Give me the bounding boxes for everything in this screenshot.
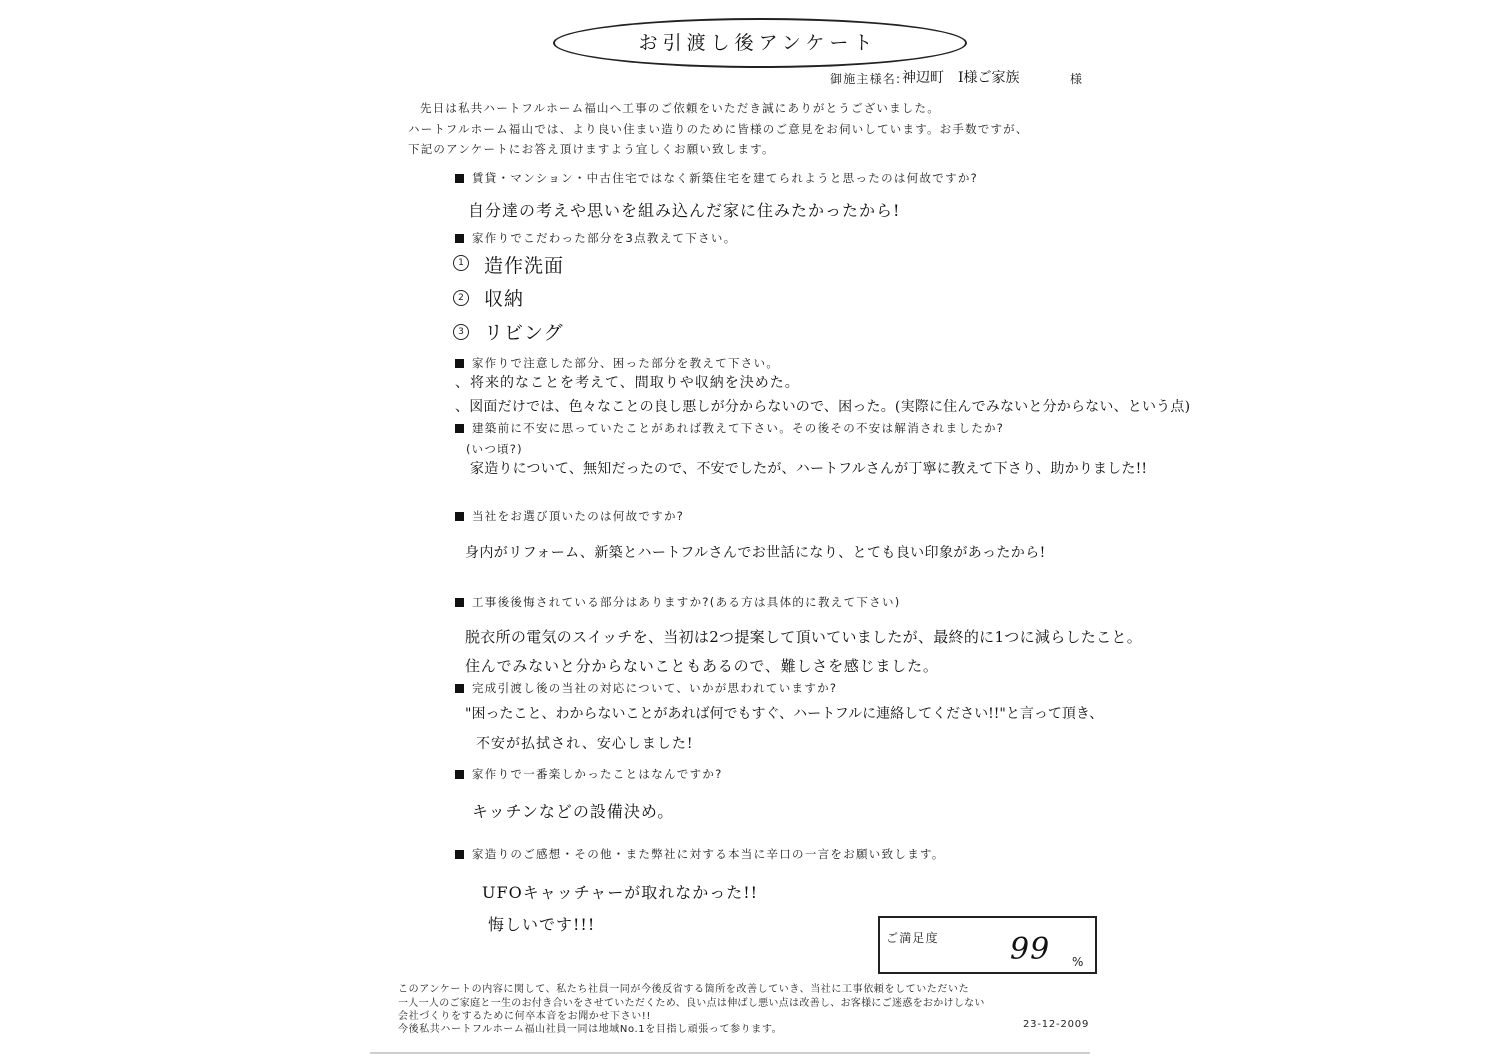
intro-line-3: 下記のアンケートにお答え頂けますよう宜しくお願い致します。 bbox=[408, 142, 775, 156]
bullet-square-icon bbox=[455, 512, 464, 521]
footer-line-4: 今後私共ハートフルホーム福山社員一同は地域No.1を目指し頑張って参ります。 bbox=[398, 1024, 783, 1035]
question-4: 建築前に不安に思っていたことがあれば教えて下さい。その後その不安は解消されましたか? bbox=[455, 420, 1004, 436]
answer-7-line-2: 不安が払拭され、安心しました! bbox=[476, 736, 694, 752]
client-name: 神辺町 I様ご家族 bbox=[902, 70, 1020, 86]
footer-line-2: 一人一人のご家庭と一生のお付き合いをさせていただくため、良い点は伸ばし悪い点は改善し、お客様にご迷惑をおかけしない bbox=[398, 998, 985, 1009]
footer-line-1: このアンケートの内容に関して、私たち社員一同が今後反省する箇所を改善していき、当社に工事依頼をしていただいた bbox=[398, 984, 970, 995]
question-3: 家作りで注意した部分、困った部分を教えて下さい。 bbox=[455, 355, 779, 371]
page-title: お引渡し後アンケート bbox=[638, 32, 878, 54]
answer-2-item-1: 1 bbox=[453, 250, 469, 271]
satisfaction-label: ご満足度 bbox=[886, 931, 939, 945]
bullet-square-icon bbox=[455, 234, 464, 243]
bullet-square-icon bbox=[455, 174, 464, 183]
satisfaction-unit: % bbox=[1072, 955, 1085, 969]
bullet-square-icon bbox=[455, 598, 464, 607]
answer-6-line-1: 脱衣所の電気のスイッチを、当初は2つ提案して頂いていましたが、最終的に1つに減らしたこと。 bbox=[465, 628, 1142, 646]
footer-line-3: 会社づくりをするために何卒本音をお聞かせ下さい!! bbox=[398, 1011, 652, 1022]
intro-line-1: 先日は私共ハートフルホーム福山へ工事のご依頼をいただき誠にありがとうございました。 bbox=[420, 101, 940, 115]
bullet-square-icon bbox=[455, 684, 464, 693]
bullet-square-icon bbox=[455, 770, 464, 779]
client-suffix: 様 bbox=[1070, 72, 1084, 86]
answer-2-item-3: 3 bbox=[453, 319, 469, 340]
question-5: 当社をお選び頂いたのは何故ですか? bbox=[455, 508, 684, 524]
answer-4: 家造りについて、無知だったので、不安でしたが、ハートフルさんが丁寧に教えて下さり、助かりました!! bbox=[470, 461, 1148, 477]
question-4-sub: (いつ頃?) bbox=[466, 442, 523, 456]
answer-2-item-2: 2 bbox=[453, 285, 469, 306]
answer-2-item-3-text: リビング bbox=[484, 322, 564, 344]
question-8: 家作りで一番楽しかったことはなんですか? bbox=[455, 766, 723, 782]
bullet-square-icon bbox=[455, 359, 464, 368]
answer-2-item-2-text: 収納 bbox=[484, 288, 525, 310]
question-7: 完成引渡し後の当社の対応について、いかが思われていますか? bbox=[455, 680, 837, 696]
answer-7-line-1: "困ったこと、わからないことがあれば何でもすぐ、ハートフルに連絡してください!!"と言って頂き、 bbox=[465, 706, 1104, 722]
bottom-divider bbox=[370, 1052, 1090, 1054]
client-label: 御施主様名: bbox=[830, 72, 902, 86]
bullet-square-icon bbox=[455, 850, 464, 859]
question-9: 家造りのご感想・その他・また弊社に対する本当に辛口の一言をお願い致します。 bbox=[455, 846, 945, 862]
answer-1: 自分達の考えや思いを組み込んだ家に住みたかったから! bbox=[468, 201, 901, 220]
intro-line-2: ハートフルホーム福山では、より良い住まい造りのために皆様のご意見をお伺いしています。お手数ですが、 bbox=[408, 122, 1029, 136]
answer-6-line-2: 住んでみないと分からないこともあるので、難しさを感じました。 bbox=[465, 657, 939, 675]
bullet-square-icon bbox=[455, 424, 464, 433]
answer-5: 身内がリフォーム、新築とハートフルさんでお世話になり、とても良い印象があったから! bbox=[465, 545, 1046, 561]
satisfaction-value: 99 bbox=[1010, 932, 1051, 967]
question-2: 家作りでこだわった部分を3点教えて下さい。 bbox=[455, 230, 737, 246]
answer-8: キッチンなどの設備決め。 bbox=[472, 802, 675, 821]
answer-9-line-2: 悔しいです!!! bbox=[488, 915, 596, 934]
answer-3-line-1: 、将来的なことを考えて、間取りや収納を決めた。 bbox=[455, 375, 800, 391]
answer-9-line-1: UFOキャッチャーが取れなかった!! bbox=[482, 883, 759, 902]
question-1: 賃貸・マンション・中古住宅ではなく新築住宅を建てられようと思ったのは何故ですか? bbox=[455, 170, 978, 186]
date: 23-12-2009 bbox=[1023, 1019, 1090, 1030]
question-6: 工事後後悔されている部分はありますか?(ある方は具体的に教えて下さい) bbox=[455, 594, 901, 610]
answer-3-line-2: 、図面だけでは、色々なことの良し悪しが分からないので、困った。(実際に住んでみないと分からない、という点) bbox=[455, 399, 1191, 415]
answer-2-item-1-text: 造作洗面 bbox=[484, 255, 565, 277]
